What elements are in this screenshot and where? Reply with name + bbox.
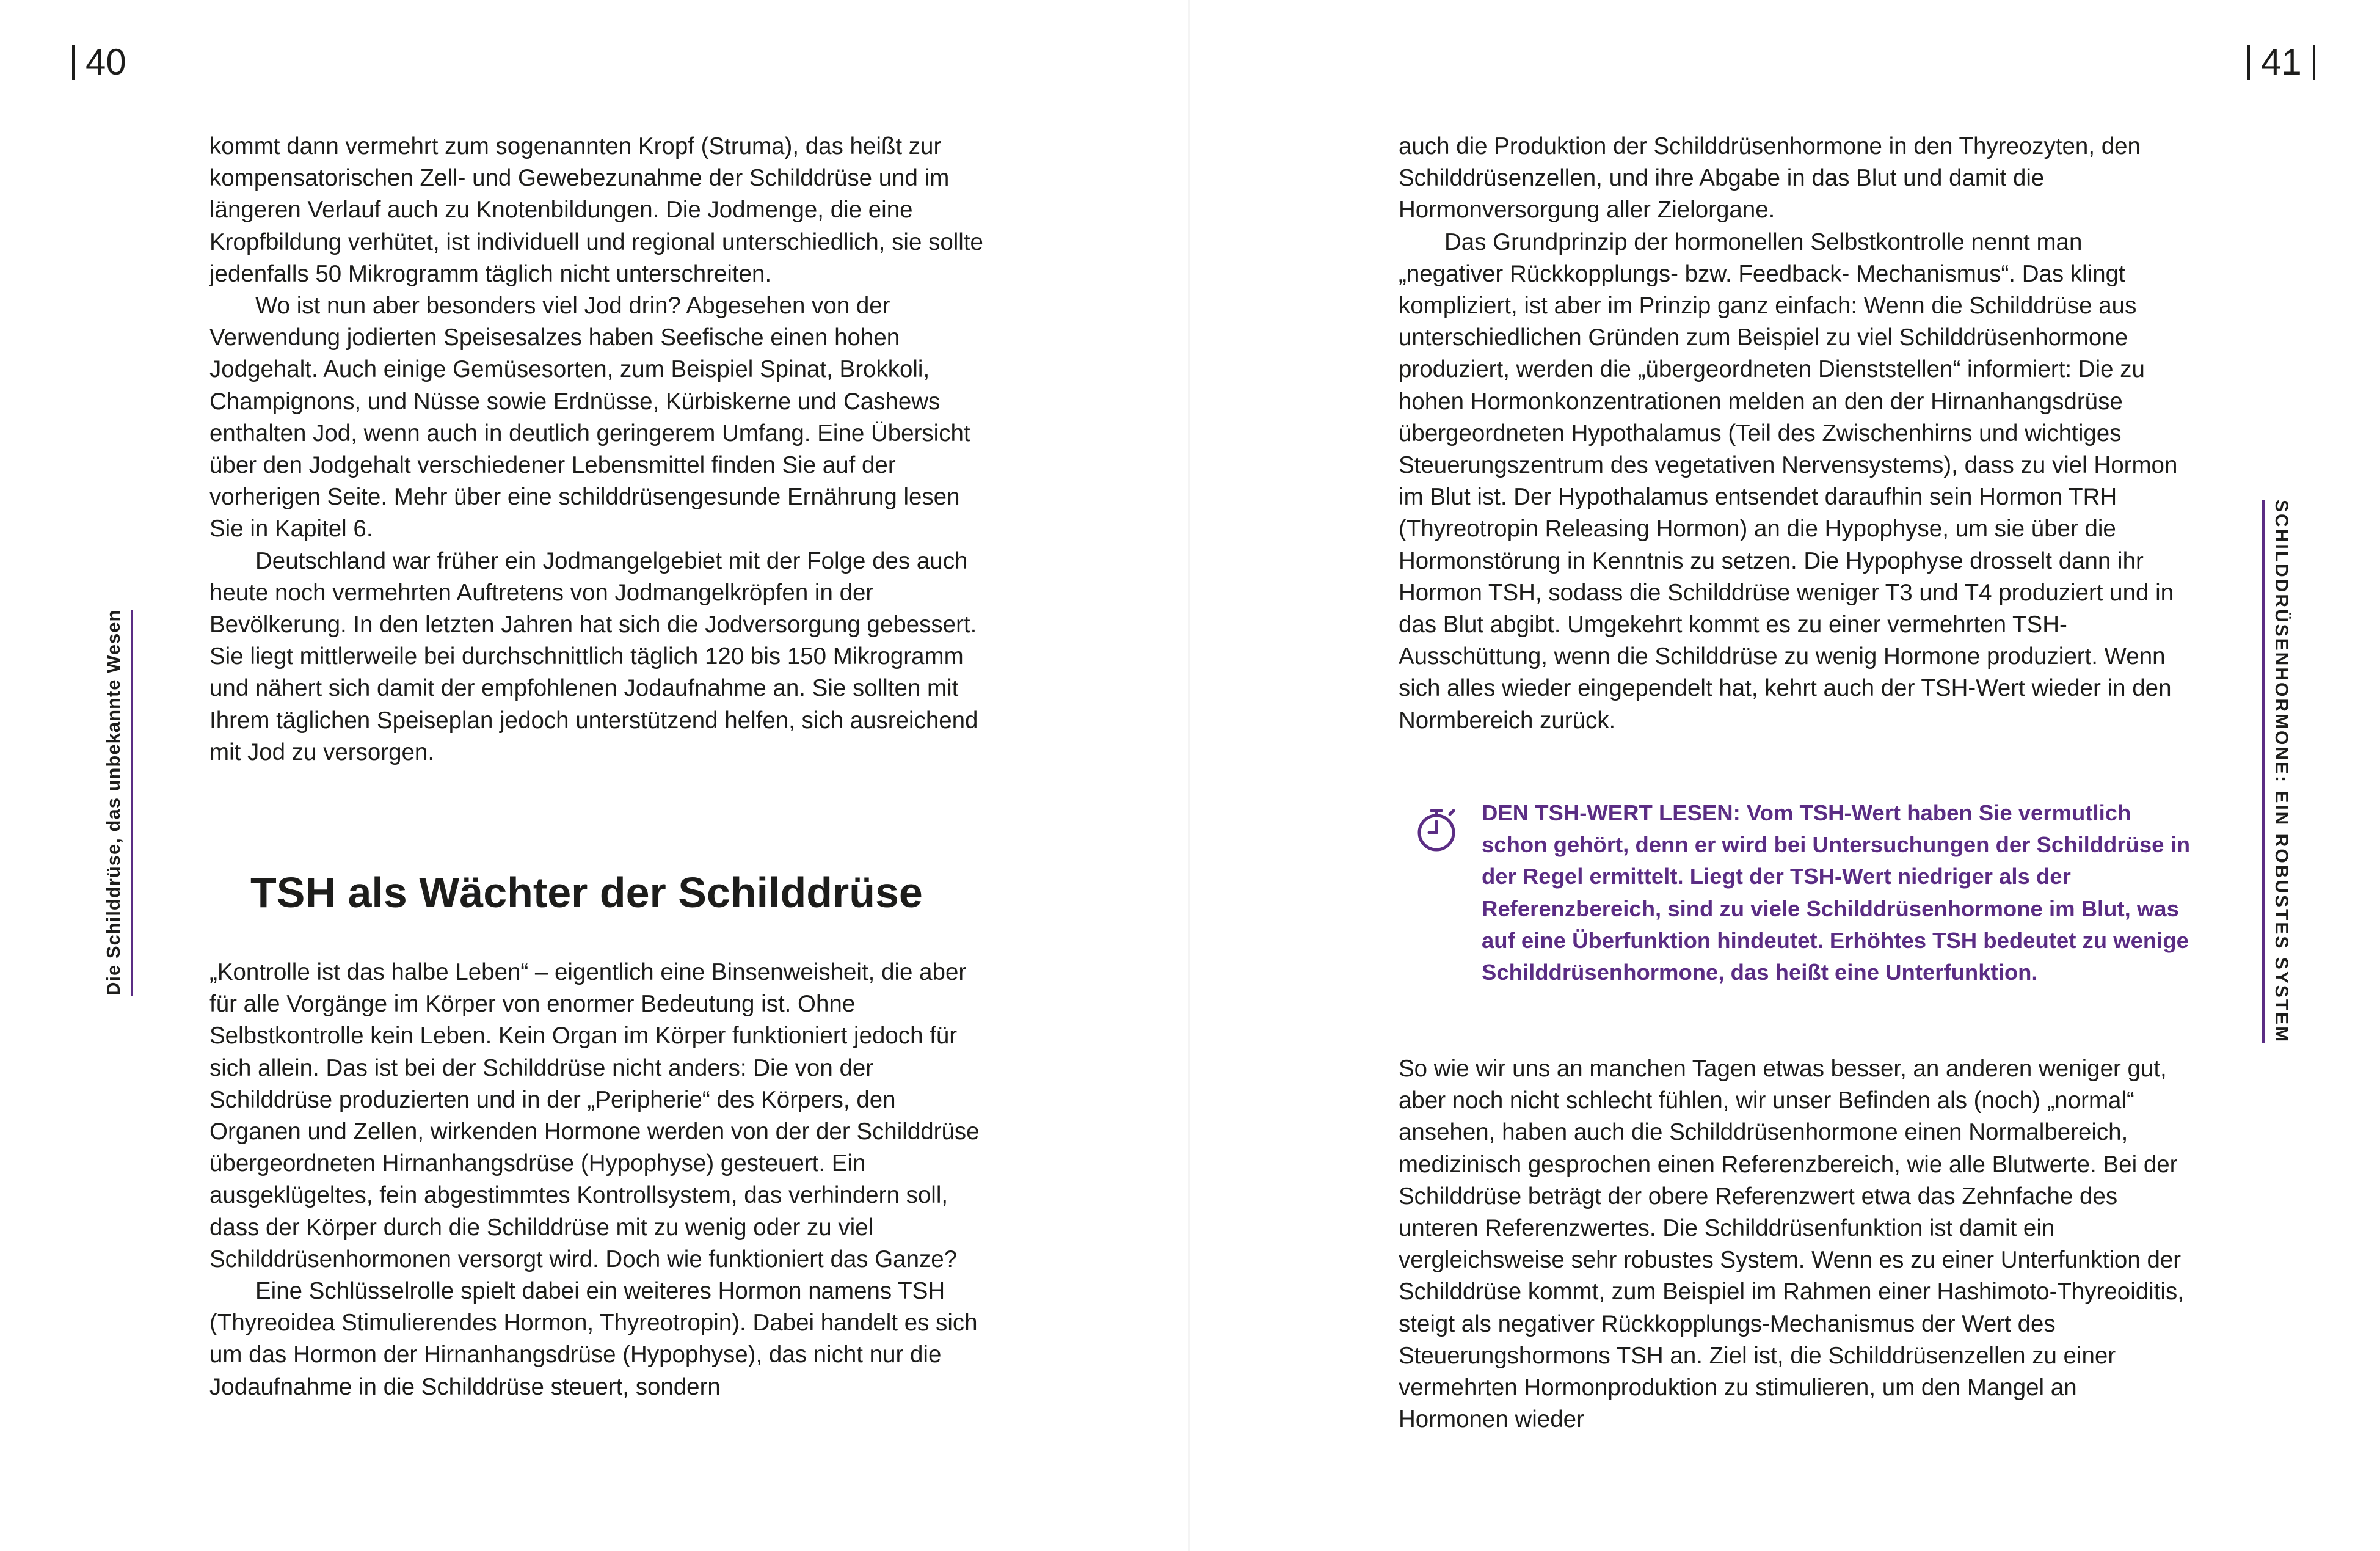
right-top-text (1399, 131, 2186, 737)
page-number-right-text: 41 (2261, 42, 2302, 82)
paragraph: „Kontrolle ist das halbe Leben“ – eigentlich eine Binsenweisheit, die aber für alle Vorgänge im Körper von enormer Bedeutung ist. Ohne Selbstkontrolle kein Leben. Kein Organ im Körper funktioniert jedoch für sich allein. Das ist bei der Schilddrüse nicht anders: Die von der Schilddrüse produzierten und in der „Peripherie“ des Körpers, den Organen und Zellen, wirkenden Hormone werden von der der Schilddrüse übergeordneten Hirnanhangsdrüse (Hypophyse) gesteuert. Ein ausgeklügeltes, fein abgestimmtes Kontrollsystem, das verhindern soll, dass der Körper durch die Schilddrüse mit zu wenig oder zu viel Schilddrüsenhormonen versorgt wird. Doch wie funktioniert das Ganze? (209, 959, 980, 1272)
page-number-left (72, 44, 126, 81)
paragraph: Das Grundprinzip der hormonellen Selbstkontrolle nennt man „negativer Rückkopplungs- bzw. Feedback- Mechanismus“. Das klingt kompliziert, ist aber im Prinzip ganz einfach: Wenn die Schilddrüse aus unterschiedlichen Gründen zum Beispiel zu viel Schilddrüsenhormone produziert, werden die „übergeordneten Dienststellen“ informiert: Die zu hohen Hormonkonzentrationen melden an den der Hirnanhangsdrüse übergeordneten Hypothalamus (Teil des Zwischenhirns und wichtiges Steuerungszentrum des vegetativen Nervensystems), dass zu viel Hormon im Blut ist. Der Hypothalamus entsendet daraufhin sein Hormon TRH (Thyreotropin Releasing Hormon) an die Hypophyse, um sie über die Hormonstörung in Kenntnis zu setzen. Die Hypophyse drosselt dann ihr Hormon TSH, sodass die Schilddrüse weniger T3 und T4 produziert und in das Blut abgibt. Umgekehrt kommt es zu einer vermehrten TSH-Ausschüttung, wenn die Schilddrüse zu wenig Hormone produziert. Wenn sich alles wieder eingependelt hat, kehrt auch der TSH-Wert wieder in den Normbereich zurück. (1399, 228, 2178, 734)
section-heading: TSH als Wächter der Schilddrüse (250, 869, 923, 916)
left-intro-text (209, 131, 985, 768)
page-gutter (1188, 0, 1190, 1551)
paragraph: Eine Schlüsselrolle spielt dabei ein weiteres Hormon namens TSH (Thyreoidea Stimulierendes Hormon, Thyreotropin). Dabei handelt es sich um das Hormon der Hirnanhangsdrüse (Hypophyse), das nicht nur die Jodaufnahme in die Schilddrüse steuert, sondern (209, 1278, 978, 1400)
right-bottom-text (1399, 1053, 2186, 1436)
paragraph: Wo ist nun aber besonders viel Jod drin? Abgesehen von der Verwendung jodierten Speisesalzes haben Seefische einen hohen Jodgehalt. Auch einige Gemüsesorten, zum Beispiel Spinat, Brokkoli, Champignons, und Nüsse sowie Erdnüsse, Kürbiskerne und Cashews enthalten Jod, wenn auch in deutlich geringerem Umfang. Eine Übersicht über den Jodgehalt verschiedener Lebensmittel finden Sie auf der vorherigen Seite. Mehr über eine schilddrüsengesunde Ernährung lesen Sie in Kapitel 6. (209, 293, 970, 542)
chapter-side-label-left: Die Schilddrüse, das unbekannte Wesen (103, 610, 133, 996)
page-number-right (2247, 44, 2315, 81)
stopwatch-icon (1416, 802, 1460, 857)
chapter-side-label-right: SCHILDDRÜSENHORMONE: EIN ROBUSTES SYSTEM (2262, 500, 2291, 1043)
page-number-bar (2247, 45, 2250, 80)
tsh-info-text: DEN TSH-WERT LESEN: Vom TSH-Wert haben Sie vermutlich schon gehört, denn er wird bei Untersuchungen der Schilddrüse in der Regel ermittelt. Liegt der TSH-Wert niedriger als der Referenzbereich, sind zu viele Schilddrüsenhormone im Blut, was auf eine Überfunktion hindeutet. Erhöhtes TSH bedeutet zu wenige Schilddrüsenhormone, das heißt eine Unterfunktion. (1482, 800, 2191, 985)
paragraph: So wie wir uns an manchen Tagen etwas besser, an anderen weniger gut, aber noch nicht schlecht fühlen, wir unser Befinden als (noch) „normal“ ansehen, haben auch die Schilddrüsenhormone einen Normalbereich, medizinisch gesprochen einen Referenzbereich, wie alle Blutwerte. Bei der Schilddrüse beträgt der obere Referenzwert etwa das Zehnfache des unteren Referenzwertes. Die Schilddrüsenfunktion ist damit ein vergleichsweise sehr robustes System. Wenn es zu einer Unterfunktion der Schilddrüse kommt, zum Beispiel im Rahmen einer Hashimoto-Thyreoiditis, steigt als negativer Rückkopplungs-Mechanismus der Wert des Steuerungshormons TSH an. Ziel ist, die Schilddrüsenzellen zu einer vermehrten Hormonproduktion zu stimulieren, um den Mangel an Hormonen wieder (1399, 1056, 2184, 1433)
tsh-info-box (1416, 797, 2210, 988)
page-number-bar (72, 45, 75, 80)
paragraph: auch die Produktion der Schilddrüsenhormone in den Thyreozyten, den Schilddrüsenzellen, und ihre Abgabe in das Blut und damit die Hormonversorgung aller Zielorgane. (1399, 133, 2141, 224)
page-number-left-text: 40 (86, 42, 126, 82)
paragraph: kommt dann vermehrt zum sogenannten Kropf (Struma), das heißt zur kompensatorischen Zell- und Gewebezunahme der Schilddrüse und im längeren Verlauf auch zu Knotenbildungen. Die Jodmenge, die eine Kropfbildung verhütet, ist individuell und regional unterschiedlich, sie sollte jedenfalls 50 Mikrogramm täglich nicht unterschreiten. (209, 133, 983, 287)
page-number-bar (2313, 45, 2315, 80)
paragraph: Deutschland war früher ein Jodmangelgebiet mit der Folge des auch heute noch vermehrten Auftretens von Jodmangelkröpfen in der Bevölkerung. In den letzten Jahren hat sich die Jodversorgung gebessert. Sie liegt mittlerweile bei durchschnittlich täglich 120 bis 150 Mikrogramm und nähert sich damit der empfohlenen Jodaufnahme an. Sie sollten mit Ihrem täglichen Speiseplan jedoch unterstützend helfen, sich ausreichend mit Jod zu versorgen. (209, 547, 978, 765)
left-section-text (209, 957, 985, 1403)
